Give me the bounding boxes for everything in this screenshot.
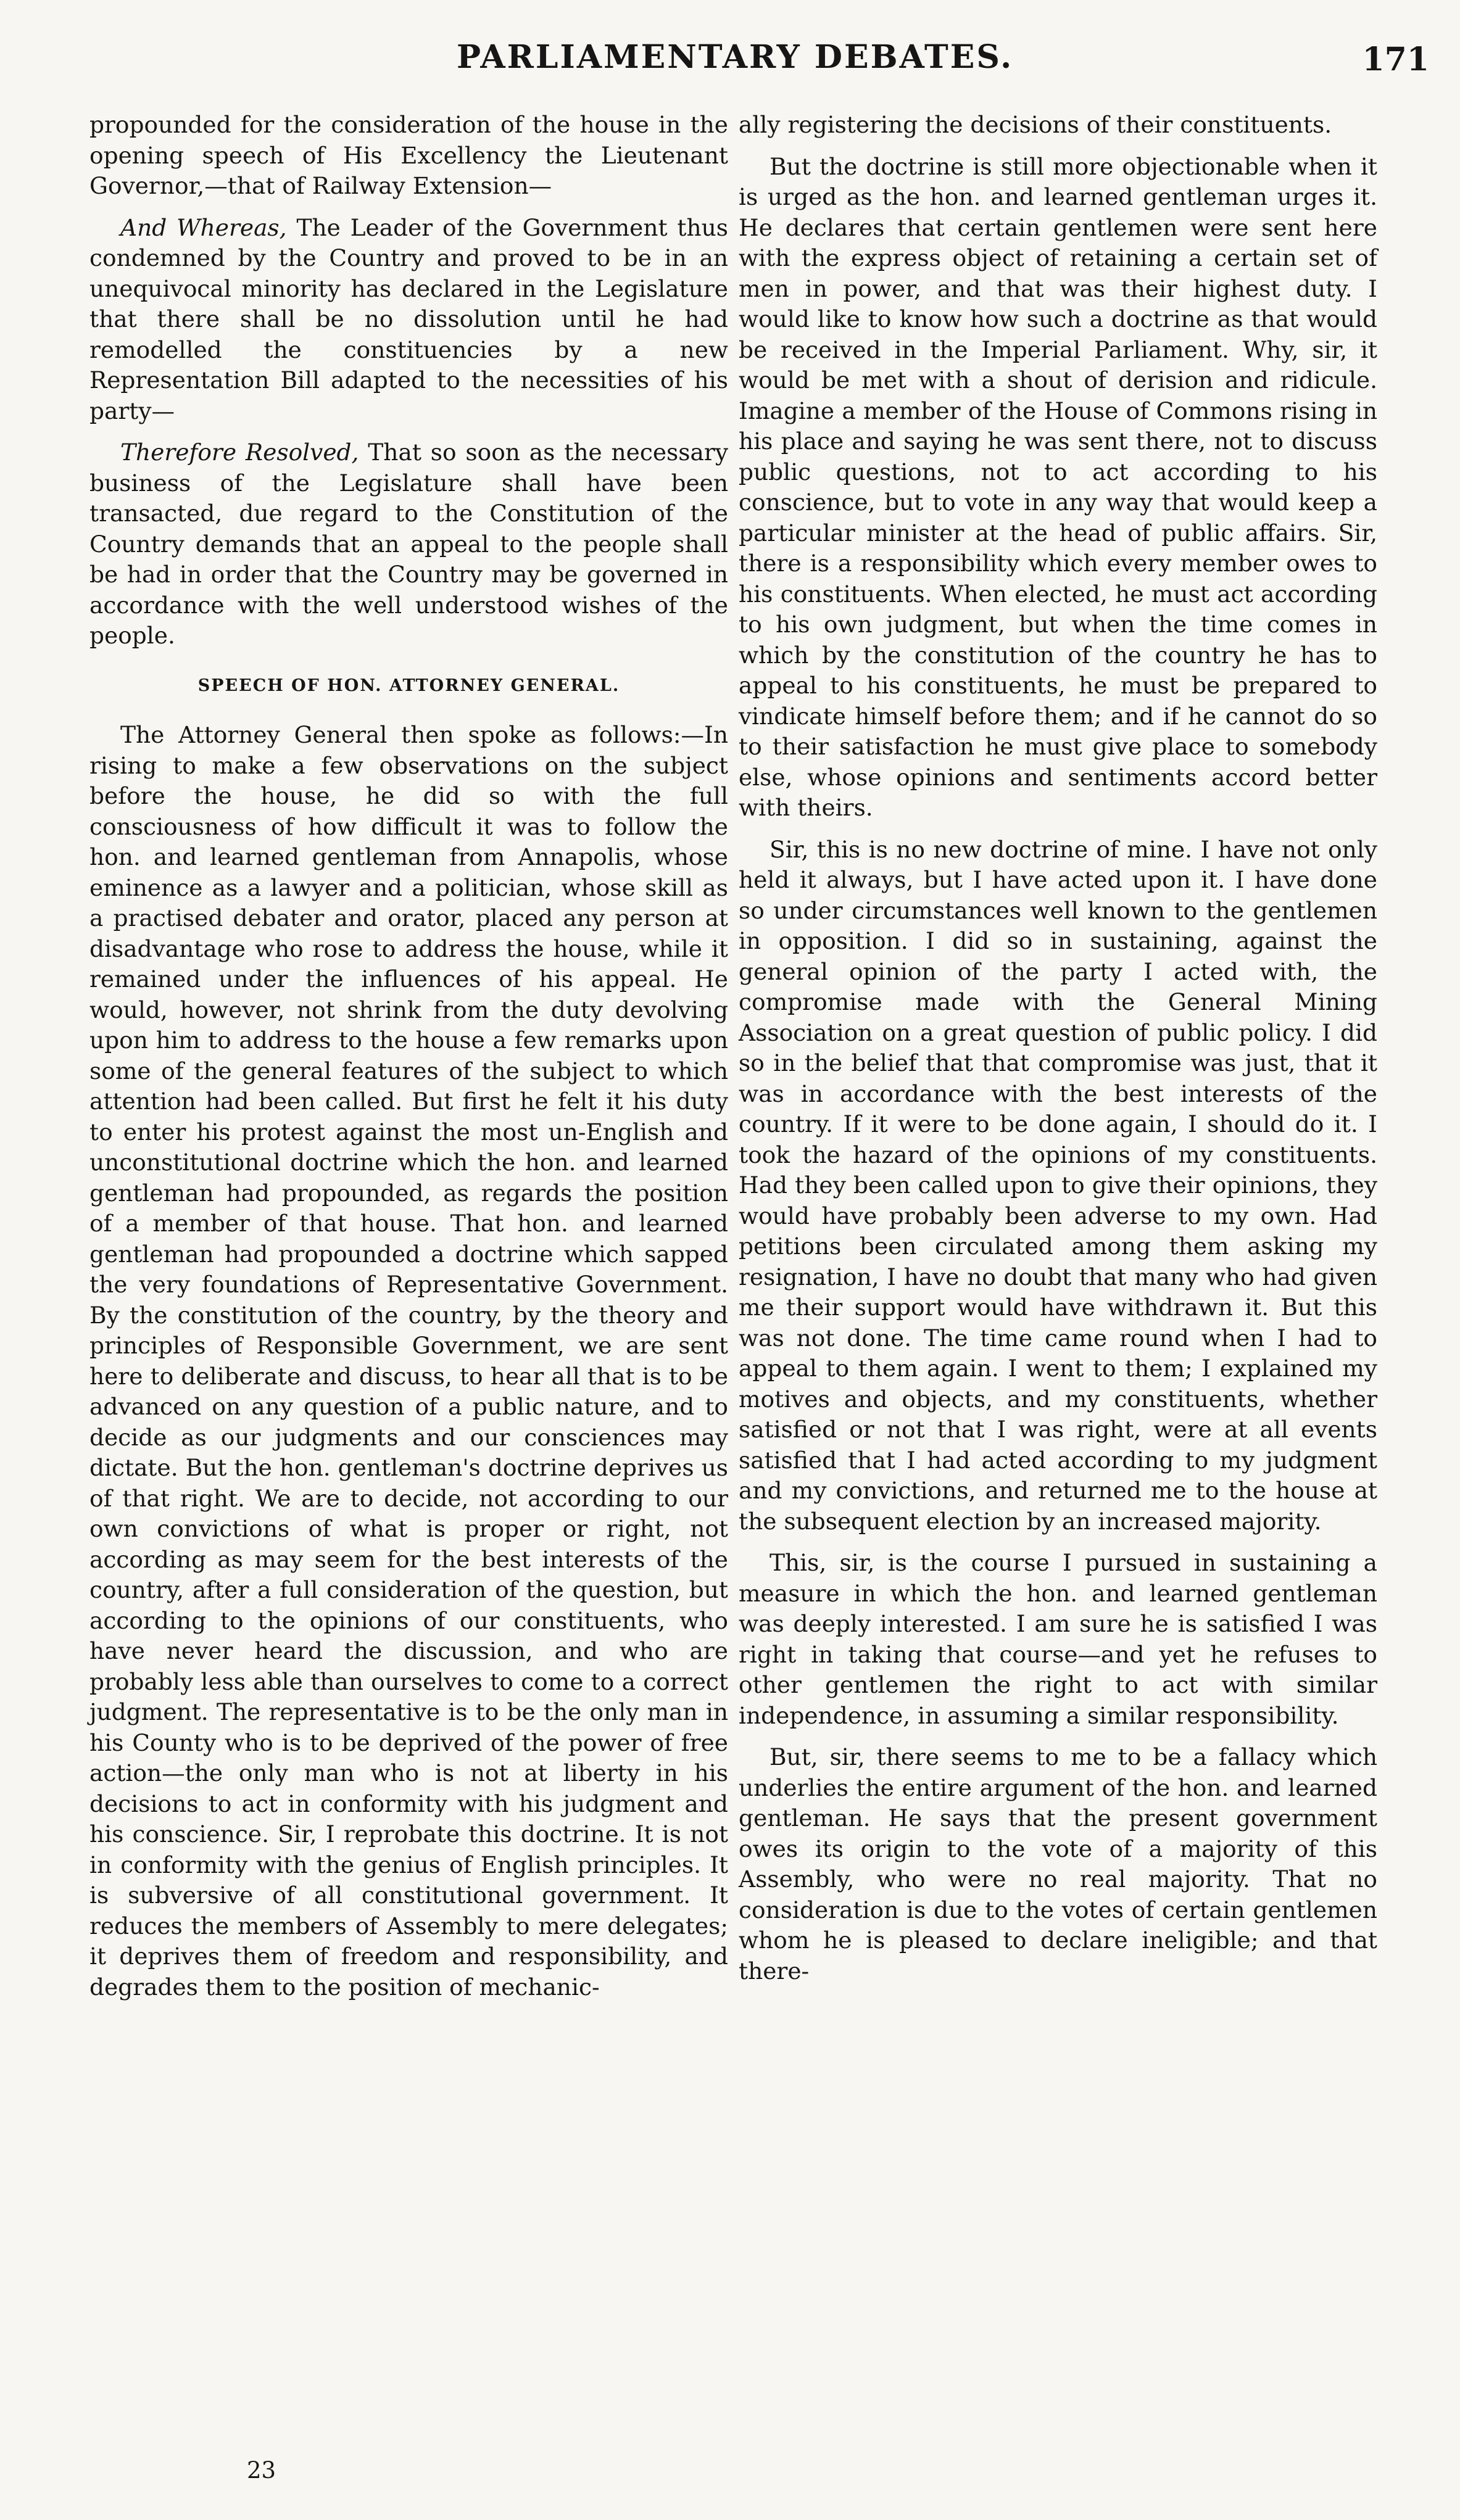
paragraph: ally registering the decisions of their constituents. — [739, 111, 1332, 138]
paragraph-text: The Leader of the Government thus condemned by the Country and proved to be in an unequivocal minority has declared in the Legislature that there shall be no dissolution until he had remodelled the constituencies by a new Representation Bill adapted to the necessities of his party— — [89, 213, 729, 424]
paragraph: The Attorney General then spoke as follows:—In rising to make a few observations on the subject before the house, he did so with the full consciousness of how difficult it was to follow the hon. and learned gentleman from Annapolis, whose eminence as a lawyer and a politician, whose skill as a practised debater and orator, placed any person at disadvantage who rose to address the house, while it remained under the influences of his appeal. He would, however, not shrink from the duty devolving upon him to address to the house a few remarks upon some of the general features of the subject to which attention had been called. But first he felt it his duty to enter his protest against the most un-English and unconstitutional doctrine which the hon. and learned gentleman had propounded, as regards the position of a member of that house. That hon. and learned gentleman had propounded a doctrine which sapped the very foundations of Representative Government. By the constitution of the country, by the theory and principles of Responsible Government, we are sent here to deliberate and discuss, to hear all that is to be advanced on any question of a public nature, and to decide as our judgments and our consciences may dictate. But the hon. gentleman's doctrine deprives us of that right. We are to decide, not according to our own convictions of what is proper or right, not according as may seem for the best interests of the country, after a full consideration of the question, but according to the opinions of our constituents, who have never heard the discussion, and who are probably less able than ourselves to come to a correct judgment. The representative is to be the only man in his County who is to be deprived of the power of free action—the only man who is not at liberty in his decisions to act in conformity with his judgment and his conscience. Sir, I reprobate this doctrine. It is not in conformity with the genius of English principles. It is subversive of all constitutional government. It reduces the members of Assembly to mere delegates; it deprives them of freedom and responsibility, and degrades them to the position of mechanic- — [89, 721, 728, 2001]
signature-mark: 23 — [247, 2457, 276, 2484]
paragraph: But the doctrine is still more objectionable when it is urged as the hon. and learned gentleman urges it. He declares that certain gentlemen were sent here with the express object of retaining a certain set of men in power, and that was their highest duty. I would like to know how such a doctrine as that would be received in the Imperial Parliament. Why, sir, it would be met with a shout of derision and ridicule. Imagine a member of the House of Commons rising in his place and saying he was sent there, not to discuss public questions, not to act according to his conscience, but to vote in any way that would keep a particular minister at the head of public affairs. Sir, there is a responsibility which every member owes to his constituents. When elected, he must act according to his own judgment, but when the time comes in which by the constitution of the country he has to appeal to his constituents, he must be prepared to vindicate himself before them; and if he cannot do so to their satisfaction he must give place to somebody else, whose opinions and sentiments accord better with theirs. — [739, 152, 1377, 821]
page-title: PARLIAMENTARY DEBATES. — [457, 38, 1014, 76]
paragraph-text: That so soon as the necessary business of the Legislature shall have been transacted, due regard to the Constitution of the Country demands that an appeal to the people shall be had in order that the Country may be governed in accordance with the well understood wishes of the people. — [89, 439, 729, 649]
section-heading: SPEECH OF HON. ATTORNEY GENERAL. — [197, 675, 620, 695]
left-column — [89, 110, 728, 2014]
paragraph: But, sir, there seems to me to be a fallacy which underlies the entire argument of the hon. and learned gentleman. He says that the present government owes its origin to the vote of a majority of this Assembly, who were no real majority. That no consideration is due to the votes of certain gentlemen whom he is pleased to declare ineligible; and that there- — [739, 1743, 1377, 1985]
paragraph: This, sir, is the course I pursued in sustaining a measure in which the hon. and learned gentleman was deeply interested. I am sure he is satisfied I was right in taking that course—and yet he refuses to other gentlemen the right to act with similar independence, in assuming a similar responsibility. — [739, 1549, 1377, 1729]
right-column — [739, 110, 1377, 1997]
paragraph-lead: Therefore Resolved, — [120, 439, 359, 466]
paragraph-lead: And Whereas, — [120, 213, 287, 241]
paragraph — [89, 213, 728, 427]
paragraph: propounded for the consideration of the house in the opening speech of His Excellency the Lieutenant Governor,—that of Railway Extension— — [89, 111, 728, 199]
paragraph: Sir, this is no new doctrine of mine. I have not only held it always, but I have acted upon it. I have done so under circumstances well known to the gentlemen in opposition. I did so in sustaining, against the general opinion of the party I acted with, the compromise made with the General Mining Association on a great question of public policy. I did so in the belief that that compromise was just, that it was in accordance with the best interests of the country. If it were to be done again, I should do it. I took the hazard of the opinions of my constituents. Had they been called upon to give their opinions, they would have probably been adverse to my own. Had petitions been circulated among them asking my resignation, I have no doubt that many who had given me their support would have withdrawn it. But this was not done. The time came round when I had to appeal to them again. I went to them; I explained my motives and objects, and my constituents, whether satisfied or not that I was right, were at all events satisfied that I had acted according to my judgment and my convictions, and returned me to the house at the subsequent election by an increased majority. — [739, 835, 1377, 1535]
paragraph — [89, 437, 728, 651]
running-head — [0, 38, 1460, 88]
page-number: 171 — [1362, 41, 1429, 78]
